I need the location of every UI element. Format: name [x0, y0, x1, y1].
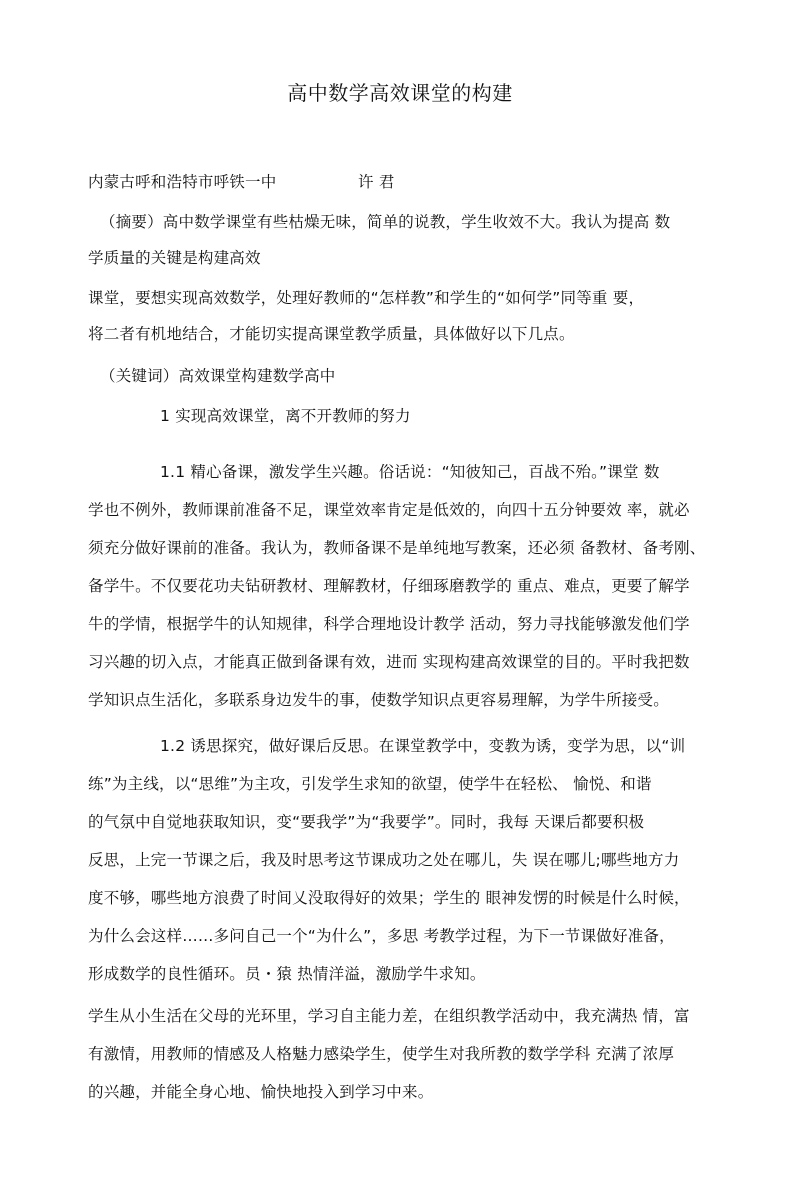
paragraph-line: 的气氛中自觉地获取知识，变“要我学”为“我要学”。同时，我每 天课后都要积极 — [88, 813, 645, 831]
keywords-line: （关键词）高效课堂构建数学高中 — [100, 367, 336, 385]
paragraph-line: 反思，上完一节课之后，我及时思考这节课成功之处在哪儿，失 误在哪儿;哪些地方力 — [88, 851, 680, 869]
author-line — [88, 172, 276, 192]
paragraph-line: 度不够，哪些地方浪费了时间乂没取得好的效果；学生的 眼神发愣的时候是什么时候， — [88, 889, 690, 907]
paragraph-line: 牛的学情，根据学牛的认知规律，科学合理地设计教学 活动，努力寻找能够激发他们学 — [88, 615, 690, 633]
paragraph-line: 学生从小生活在父母的光环里，学习自主能力差，在组织教学活动中，我充满热 情，富 — [88, 1007, 690, 1025]
paragraph-line: 的兴趣，并能全身心地、愉快地投入到学习中来。 — [88, 1083, 434, 1101]
author-affiliation: 内蒙古呼和浩特市呼铁一中 — [88, 173, 277, 191]
paragraph-line: 习兴趣的切入点，才能真正做到备课有效，进而 实现构建高效课堂的目的。平时我把数 — [88, 653, 690, 671]
paragraph-line: 须充分做好课前的准备。我认为，教师备课不是单纯地写教案，还必须 备教材、备考刚、 — [88, 539, 706, 557]
paragraph-line: 1.1 精心备课，激发学生兴趣。俗话说：“知彼知己，百战不殆。”课堂 数 — [160, 463, 660, 481]
section-heading: 1 实现高效课堂，离不开教师的努力 — [160, 407, 411, 425]
paragraph-line: 有激情，用教师的情感及人格魅力感染学生，使学生对我所教的数学学科 充满了浓厚 — [88, 1045, 675, 1063]
paragraph-line: 形成数学的良性循环。员・猿 热情洋溢，激励学牛求知。 — [88, 965, 486, 983]
abstract-line: 将二者有机地结合，才能切实提高课堂教学质量，具体做好以下几点。 — [88, 325, 575, 343]
abstract-line: 课堂，要想实现高效数学，处理好教师的“怎样教”和学生的“如何学”同等重 要， — [88, 289, 645, 307]
paragraph-line: 为什么会这样……多问自己一个“为什么”，多思 考教学过程，为下一节课做好准备， — [88, 927, 675, 945]
paragraph-line: 练”为主线，以“思维”为主攻，引发学生求知的欲望，使学牛在轻松、 愉悦、和谐 — [88, 775, 652, 793]
abstract-line: 学质量的关键是构建高效 — [88, 249, 261, 267]
author-name: 许 君 — [358, 173, 395, 191]
paragraph-line: 备学牛。不仅要花功夫钻研教材、理解教材，仔细琢磨教学的 重点、难点，更要了解学 — [88, 577, 690, 595]
paragraph-line: 1.2 诱思探究，做好课后反思。在课堂教学中，变教为诱，变学为思，以“训 — [160, 737, 686, 755]
document-title: 高中数学高效课堂的构建 — [287, 81, 513, 105]
paragraph-line: 学也不例外，教师课前准备不足，课堂效率肯定是低效的，向四十五分钟要效 率，就必 — [88, 501, 690, 519]
abstract-line: （摘要）高中数学课堂有些枯燥无味，简单的说教，学生收效不大。我认为提高 数 — [100, 213, 671, 231]
paragraph-line: 学知识点生活化，多联系身边发牛的事，使数学知识点更容易理解，为学牛所接受。 — [88, 691, 669, 709]
